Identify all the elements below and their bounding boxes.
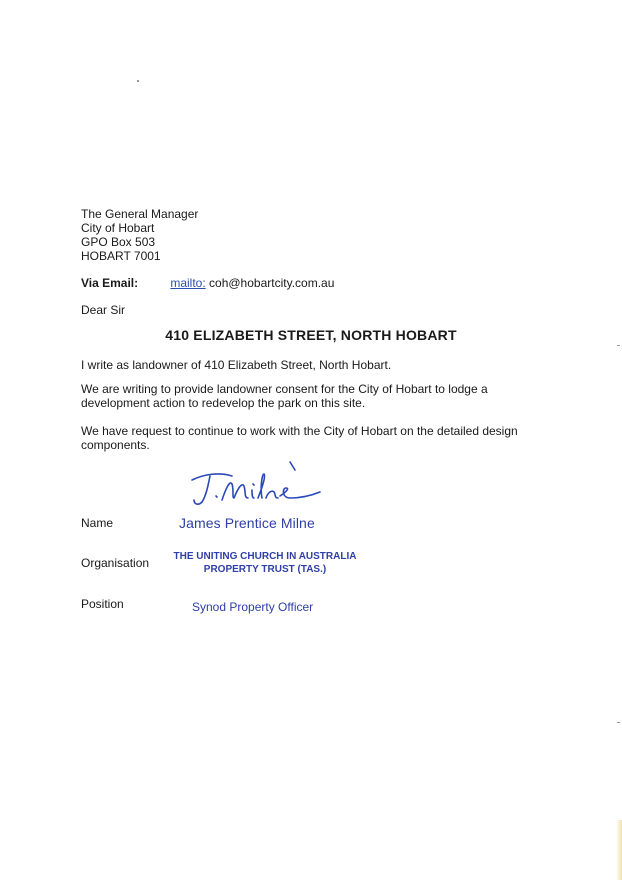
recipient-line: The General Manager [81,207,199,221]
position-label: Position [81,597,124,611]
body-paragraph: I write as landowner of 410 Elizabeth Street, North Hobart. [81,358,392,372]
scan-edge-mark [617,722,620,723]
organisation-stamp-line: THE UNITING CHURCH IN AUSTRALIA [173,551,357,562]
scan-edge-stain [616,820,622,880]
recipient-line: GPO Box 503 [81,235,156,249]
name-stamp: James Prentice Milne [179,515,315,531]
body-paragraph: We are writing to provide landowner consent for the City of Hobart to lodge a development action to redevelop the park on this site. [81,382,488,410]
salutation: Dear Sir [81,303,126,317]
via-email-row [81,276,334,290]
recipient-address [81,207,198,263]
body-paragraph: We have request to continue to work with the City of Hobart on the detailed design components. [81,424,518,452]
email-address: coh@hobartcity.com.au [209,276,335,290]
name-label: Name [81,516,114,530]
handwritten-signature [186,458,326,514]
organisation-stamp-line: PROPERTY TRUST (TAS.) [203,564,327,575]
position-stamp: Synod Property Officer [192,600,314,614]
organisation-label: Organisation [81,556,150,570]
scan-speck [137,80,139,82]
recipient-line: City of Hobart [81,221,155,235]
organisation-stamp [170,550,360,576]
via-email-label: Via Email: [81,276,139,290]
subject-heading: 410 ELIZABETH STREET, NORTH HOBART [165,327,457,343]
mailto-link[interactable]: mailto: [170,276,206,290]
scan-edge-mark [617,345,620,346]
recipient-line: HOBART 7001 [81,249,161,263]
